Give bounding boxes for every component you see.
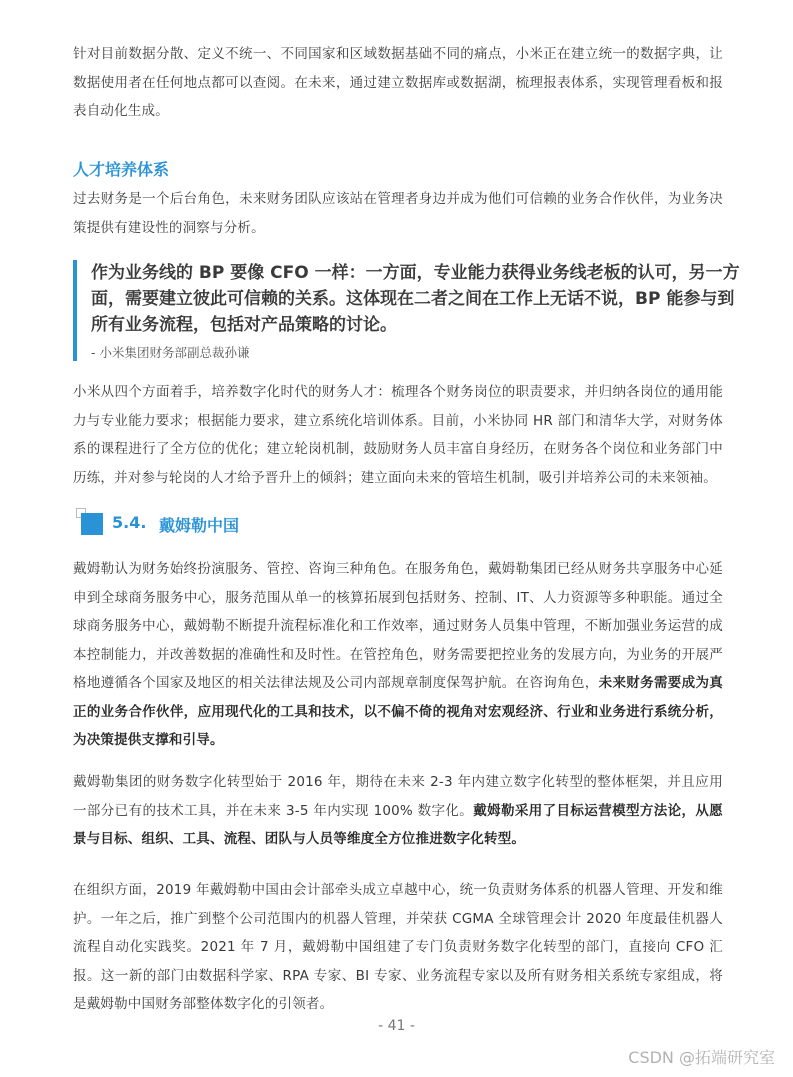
paragraph-finance-role: 过去财务是一个后台角色，未来财务团队应该站在管理者身边并成为他们可信赖的业务合作伙伴，为业务决策提供有建设性的洞察与分析。 (73, 191, 723, 236)
paragraph-text: 戴姆勒集团的财务数字化转型始于 2016 年，期待在未来 2-3 年内建立数字化转型的整体框架，并且应用一部分已有的技术工具，并在未来 3-5 年内实现 100% 数字化。 (73, 774, 723, 819)
quote-attribution: - 小米集团财务部副总裁孙谦 (91, 345, 250, 360)
page-number: - 41 - (378, 1018, 415, 1034)
section-number: 5.4. (112, 513, 147, 532)
paragraph-daimler-transformation (73, 768, 723, 854)
paragraph-daimler-organization: 在组织方面，2019 年戴姆勒中国由会计部牵头成立卓越中心，统一负责财务体系的机器人管理、开发和维护。一年之后，推广到整个公司范围内的机器人管理，并荣获 CGMA 全球管理会计 2020 年度最佳机器人流程自动化实践奖。2021 年 7 月，戴姆勒中国组建了专门负责财务数字化转型的部门，直接向 CFO 汇报。这一新的部门由数据科学家、RPA 专家、BI 专家、业务流程专家以及所有财务相关系统专家组成，将是戴姆勒中国财务部整体数字化的引领者。 (73, 882, 723, 1012)
quote-text: 作为业务线的 BP 要像 CFO 一样：一方面，专业能力获得业务线老板的认可，另一方面，需要建立彼此可信赖的关系。这体现在二者之间在工作上无话不说，BP 能参与到所有业务流程，包括对产品策略的讨论。 (91, 263, 740, 335)
paragraph-daimler-roles (73, 555, 723, 755)
section-title: 戴姆勒中国 (159, 516, 240, 535)
paragraph-text: 戴姆勒认为财务始终扮演服务、管控、咨询三种角色。在服务角色，戴姆勒集团已经从财务共享服务中心延申到全球商务服务中心，服务范围从单一的核算拓展到包括财务、控制、IT、人力资源等多种职能。通过全球商务服务中心，戴姆勒不断提升流程标准化和工作效率，通过财务人员集中管理，不断加强业务运营的成本控制能力，并改善数据的准确性和及时性。在管控角色，财务需要把控业务的发展方向，为业务的开展严格地遵循各个国家及地区的相关法律法规及公司内部规章制度保驾护航。在咨询角色， (73, 561, 723, 691)
paragraph-xiaomi-talent: 小米从四个方面着手，培养数字化时代的财务人才：梳理各个财务岗位的职责要求，并归纳各岗位的通用能力与专业能力要求；根据能力要求，建立系统化培训体系。目前，小米协同 HR 部门和清华大学，对财务体系的课程进行了全方位的优化；建立轮岗机制，鼓励财务人员丰富自身经历，在财务各个岗位和业务部门中历练，并对参与轮岗的人才给予晋升上的倾斜；建立面向未来的管培生机制，吸引并培养公司的未来领袖。 (73, 384, 723, 486)
paragraph-bold-text: 戴姆勒采用了目标运营模型方法论，从愿景与目标、组织、工具、流程、团队与人员等维度全方位推进数字化转型。 (73, 802, 724, 847)
subheading-talent-system: 人才培养体系 (73, 160, 170, 179)
pull-quote (73, 260, 751, 361)
paragraph-bold-text: 未来财务需要成为真正的业务合作伙伴，应用现代化的工具和技术，以不偏不倚的视角对宏观经济、行业和业务进行系统分析，为决策提供支撑和引导。 (73, 675, 723, 748)
section-marker-icon (81, 513, 103, 535)
paragraph-data-dictionary: 针对目前数据分散、定义不统一、不同国家和区域数据基础不同的痛点，小米正在建立统一的数据字典，让数据使用者在任何地点都可以查阅。在未来，通过建立数据库或数据湖，梳理报表体系，实现管理看板和报表自动化生成。 (73, 46, 723, 119)
watermark: CSDN @拓端研究室 (628, 1048, 775, 1067)
